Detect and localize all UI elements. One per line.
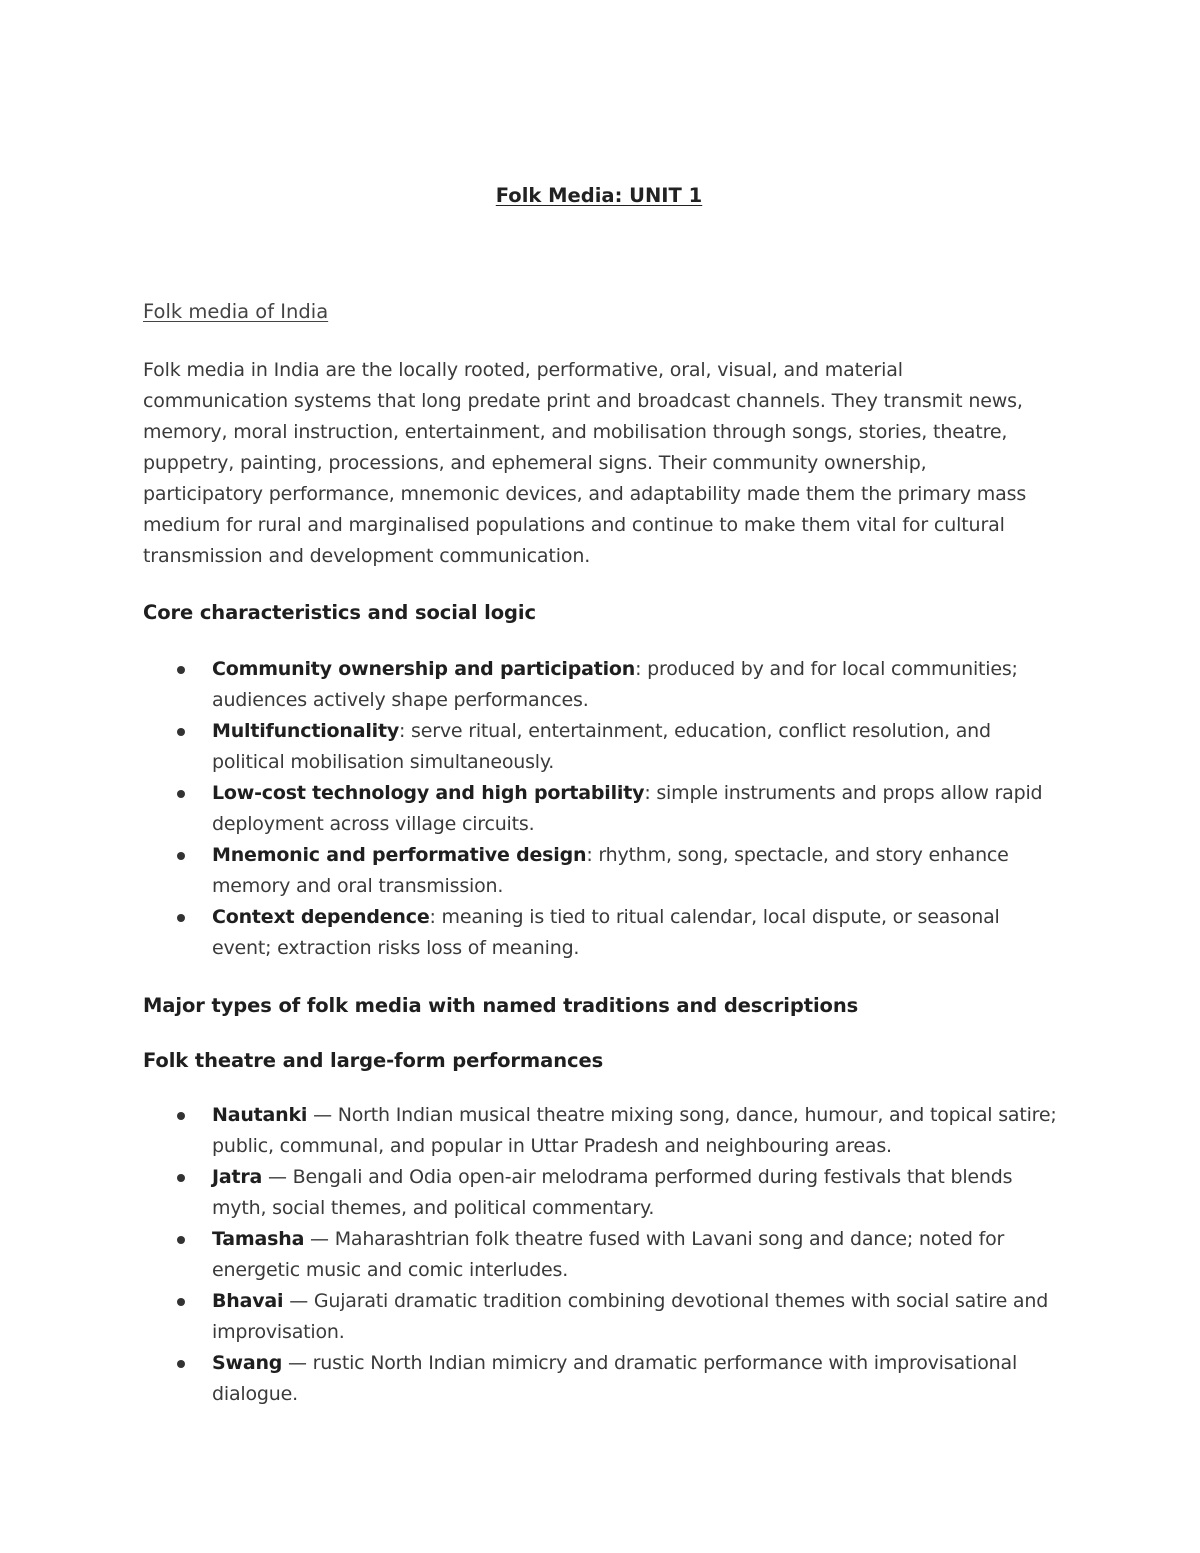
list-item bbox=[143, 902, 1063, 964]
item-text: : serve ritual, entertainment, education, conflict resolution, and political mobilisation simultaneously. bbox=[212, 720, 991, 773]
item-text: — North Indian musical theatre mixing song, dance, humour, and topical satire; public, communal, and popular in Uttar Pradesh and neighbouring areas. bbox=[212, 1104, 1057, 1157]
bullet-dot-icon bbox=[177, 790, 185, 798]
bullet-dot-icon bbox=[177, 1112, 185, 1120]
item-text: : produced by and for local communities; audiences actively shape performances. bbox=[212, 658, 1018, 711]
item-text: — Maharashtrian folk theatre fused with Lavani song and dance; noted for energetic music and comic interludes. bbox=[212, 1228, 1005, 1281]
item-text: : meaning is tied to ritual calendar, local dispute, or seasonal event; extraction risks loss of meaning. bbox=[212, 906, 1000, 959]
item-term: Low-cost technology and high portability bbox=[212, 782, 645, 804]
list-item bbox=[143, 778, 1063, 840]
item-term: Nautanki bbox=[212, 1104, 308, 1126]
list-item bbox=[143, 840, 1063, 902]
bullet-dot-icon bbox=[177, 1236, 185, 1244]
bullet-dot-icon bbox=[177, 1174, 185, 1182]
list-item bbox=[143, 1224, 1063, 1286]
list-item bbox=[143, 654, 1063, 716]
item-term: Mnemonic and performative design bbox=[212, 844, 587, 866]
item-term: Community ownership and participation bbox=[212, 658, 636, 680]
major-types-heading: Major types of folk media with named traditions and descriptions bbox=[143, 994, 859, 1017]
item-term: Bhavai bbox=[212, 1290, 284, 1312]
intro-paragraph: Folk media in India are the locally rooted, performative, oral, visual, and material communication systems that long predate print and broadcast channels. They transmit news, memory, moral instruction, entertainment, and mobilisation through songs, stories, theatre, puppetry, painting, processions, and ephemeral signs. Their community ownership, participatory performance, mnemonic devices, and adaptability made them the primary mass medium for rural and marginalised populations and continue to make them vital for cultural transmission and development communication. bbox=[143, 359, 1027, 567]
item-term: Tamasha bbox=[212, 1228, 305, 1250]
document-page bbox=[143, 0, 1063, 1553]
item-text: — Gujarati dramatic tradition combining devotional themes with social satire and improvisation. bbox=[212, 1290, 1049, 1343]
characteristics-list bbox=[143, 654, 1063, 964]
list-item bbox=[143, 1100, 1063, 1162]
theatre-list bbox=[143, 1100, 1063, 1410]
theatre-heading: Folk theatre and large-form performances bbox=[143, 1049, 604, 1072]
list-item bbox=[143, 716, 1063, 778]
item-text: : simple instruments and props allow rapid deployment across village circuits. bbox=[212, 782, 1043, 835]
bullet-dot-icon bbox=[177, 1360, 185, 1368]
list-item bbox=[143, 1348, 1063, 1410]
bullet-dot-icon bbox=[177, 666, 185, 674]
item-term: Jatra bbox=[212, 1166, 263, 1188]
item-text: — rustic North Indian mimicry and dramatic performance with improvisational dialogue. bbox=[212, 1352, 1018, 1405]
bullet-dot-icon bbox=[177, 852, 185, 860]
item-text: — Bengali and Odia open-air melodrama performed during festivals that blends myth, social themes, and political commentary. bbox=[212, 1166, 1013, 1219]
bullet-dot-icon bbox=[177, 914, 185, 922]
bullet-dot-icon bbox=[177, 1298, 185, 1306]
item-term: Multifunctionality bbox=[212, 720, 400, 742]
bullet-dot-icon bbox=[177, 728, 185, 736]
document-title: Folk Media: UNIT 1 bbox=[495, 184, 703, 207]
item-text: : rhythm, song, spectacle, and story enhance memory and oral transmission. bbox=[212, 844, 1009, 897]
item-term: Context dependence bbox=[212, 906, 430, 928]
item-term: Swang bbox=[212, 1352, 283, 1374]
list-item bbox=[143, 1286, 1063, 1348]
section-title: Folk media of India bbox=[143, 300, 329, 323]
characteristics-heading: Core characteristics and social logic bbox=[143, 601, 536, 624]
list-item bbox=[143, 1162, 1063, 1224]
